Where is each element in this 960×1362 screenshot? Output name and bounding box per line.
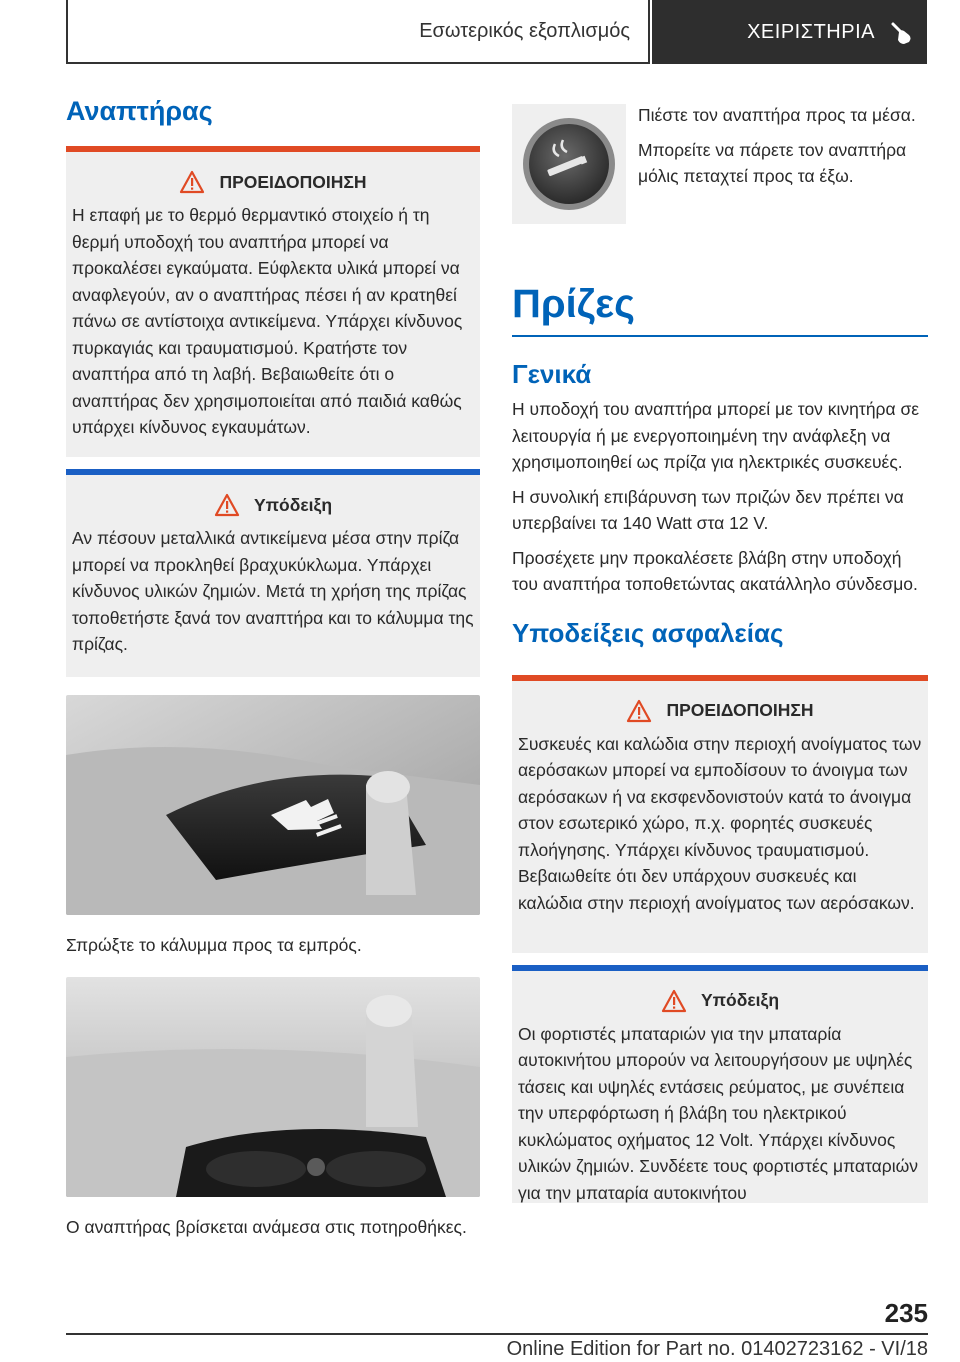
warning-text: Συσκευές και καλώδια στην περιοχή ανοίγματος των αερόσακων μπορεί να εμποδίσουν το άνοιγμα των αερόσακων ή να εκσφενδονιστούν κατά το άνοιγμα στον εσωτερικό χώρο, π.χ. φορητές συσκευές πλοήγησης. Υπάρχει κίνδυνος τραυματισμού. Βεβαιωθείτε ότι δεν υπάρχουν συσκευές και καλώδια στην περιοχή ανοίγματος των αερόσακων. [518,733,922,913]
cup-holder-image [66,977,480,1197]
right-column [512,96,928,1203]
title-rule [512,335,928,337]
edition-info: Online Edition for Part no. 01402723162 - VI/18 [506,1338,928,1360]
general-paragraph-3: Προσέχετε μην προκαλέσετε βλάβη στην υποδοχή του αναπτήρα τοποθετώντας ακατάλληλο σύνδεσμο. [512,547,918,594]
general-paragraph-2: Η συνολική επιβάρυνση των πριζών δεν πρέπει να υπερβαίνει τα 140 Watt στα 12 V. [512,486,904,533]
header-chapter-title: ΧΕΙΡΙΣΤΗΡΙΑ [747,20,875,43]
notice-box [512,971,928,1203]
page-number: 235 [884,1298,928,1328]
notice-label: Υπόδειξη [253,494,333,515]
warning-triangle-icon [179,170,205,194]
notice-label: Υπόδειξη [700,990,780,1010]
socket-cover-image [66,695,480,915]
warning-heading [512,699,928,723]
remove-instruction: Μπορείτε να πάρετε τον αναπτήρα μόλις πεταχτεί προς τα έξω. [638,139,907,186]
left-column [66,96,480,1240]
hand-pointer-icon [887,18,915,46]
warning-triangle-icon [626,699,652,723]
general-paragraph-1: Η υποδοχή του αναπτήρα μπορεί με τον κινητήρα σε λειτουργία ή με ενεργοποιημένη την ανάφλεξη να χρησιμοποιηθεί ως πρίζα για ηλεκτρικές συσκευές. [512,399,920,472]
press-instruction: Πιέστε τον αναπτήρα προς τα μέσα. [638,105,916,125]
header-section [66,0,650,64]
warning-label: ΠΡΟΕΙΔΟΠΟΙΗΣΗ [219,171,367,192]
lighter-icon [521,116,617,212]
notice-heading [512,989,928,1013]
warning-heading [66,170,480,194]
warning-text: Η επαφή με το θερμό θερμαντικό στοιχείο ή τη θερμή υποδοχή του αναπτήρα μπορεί να προκαλέσει εγκαύματα. Εύφλεκτα υλικά μπορεί να αναφλεγούν, αν ο αναπτήρας πέσει ή αν κρατηθεί πάνω σε αντίστοιχα αντικείμενα. Υπάρχει κίνδυνος πυρκαγιάς και τραυματισμού. Κρατήστε τον αναπτήρα από τη λαβή. Βεβαιωθείτε ότι ο αναπτήρας δεν χρησιμοποιείται από παιδιά καθώς υπάρχει κίνδυνος εγκαυμάτων. [72,205,463,437]
warning-box [66,152,480,457]
lighter-button-image [512,104,626,224]
section-title-sockets: Πρίζες [512,282,635,326]
notice-heading [66,493,480,517]
caption-cover: Σπρώξτε το κάλυμμα προς τα εμπρός. [66,935,362,955]
subsection-safety: Υποδείξεις ασφαλείας [512,617,784,648]
header-chapter [652,0,927,64]
warning-label: ΠΡΟΕΙΔΟΠΟΙΗΣΗ [666,700,814,720]
warning-box [512,681,928,953]
notice-text: Αν πέσουν μεταλλικά αντικείμενα μέσα στην πρίζα μπορεί να προκληθεί βραχυκύκλωμα. Υπάρχει κίνδυνος υλικών ζημιών. Μετά τη χρήση της πρίζας τοποθετήστε ξανά τον αναπτήρα και το κάλυμμα της πρίζας. [72,528,474,654]
section-title-lighter: Αναπτήρας [66,96,213,126]
header-section-title: Εσωτερικός εξοπλισμός [419,19,630,42]
warning-triangle-icon [661,989,687,1013]
notice-box [66,475,480,677]
caption-lighter-location: Ο αναπτήρας βρίσκεται ανάμεσα στις ποτηροθήκες. [66,1216,467,1237]
subsection-general: Γενικά [512,359,592,389]
footer-rule [66,1333,928,1335]
notice-text: Οι φορτιστές μπαταριών για την μπαταρία αυτοκινήτου μπορούν να λειτουργήσουν με υψηλές τάσεις και υψηλές εντάσεις ρεύματος, με συνέπεια την υπερφόρτωση ή βλάβη του ηλεκτρικού κυκλώματος οχήματος 12 Volt. Υπάρχει κίνδυνος υλικών ζημιών. Συνδέετε τους φορτιστές μπαταριών για την μπαταρία αυτοκινήτου [518,1023,919,1203]
warning-triangle-icon [214,493,240,517]
